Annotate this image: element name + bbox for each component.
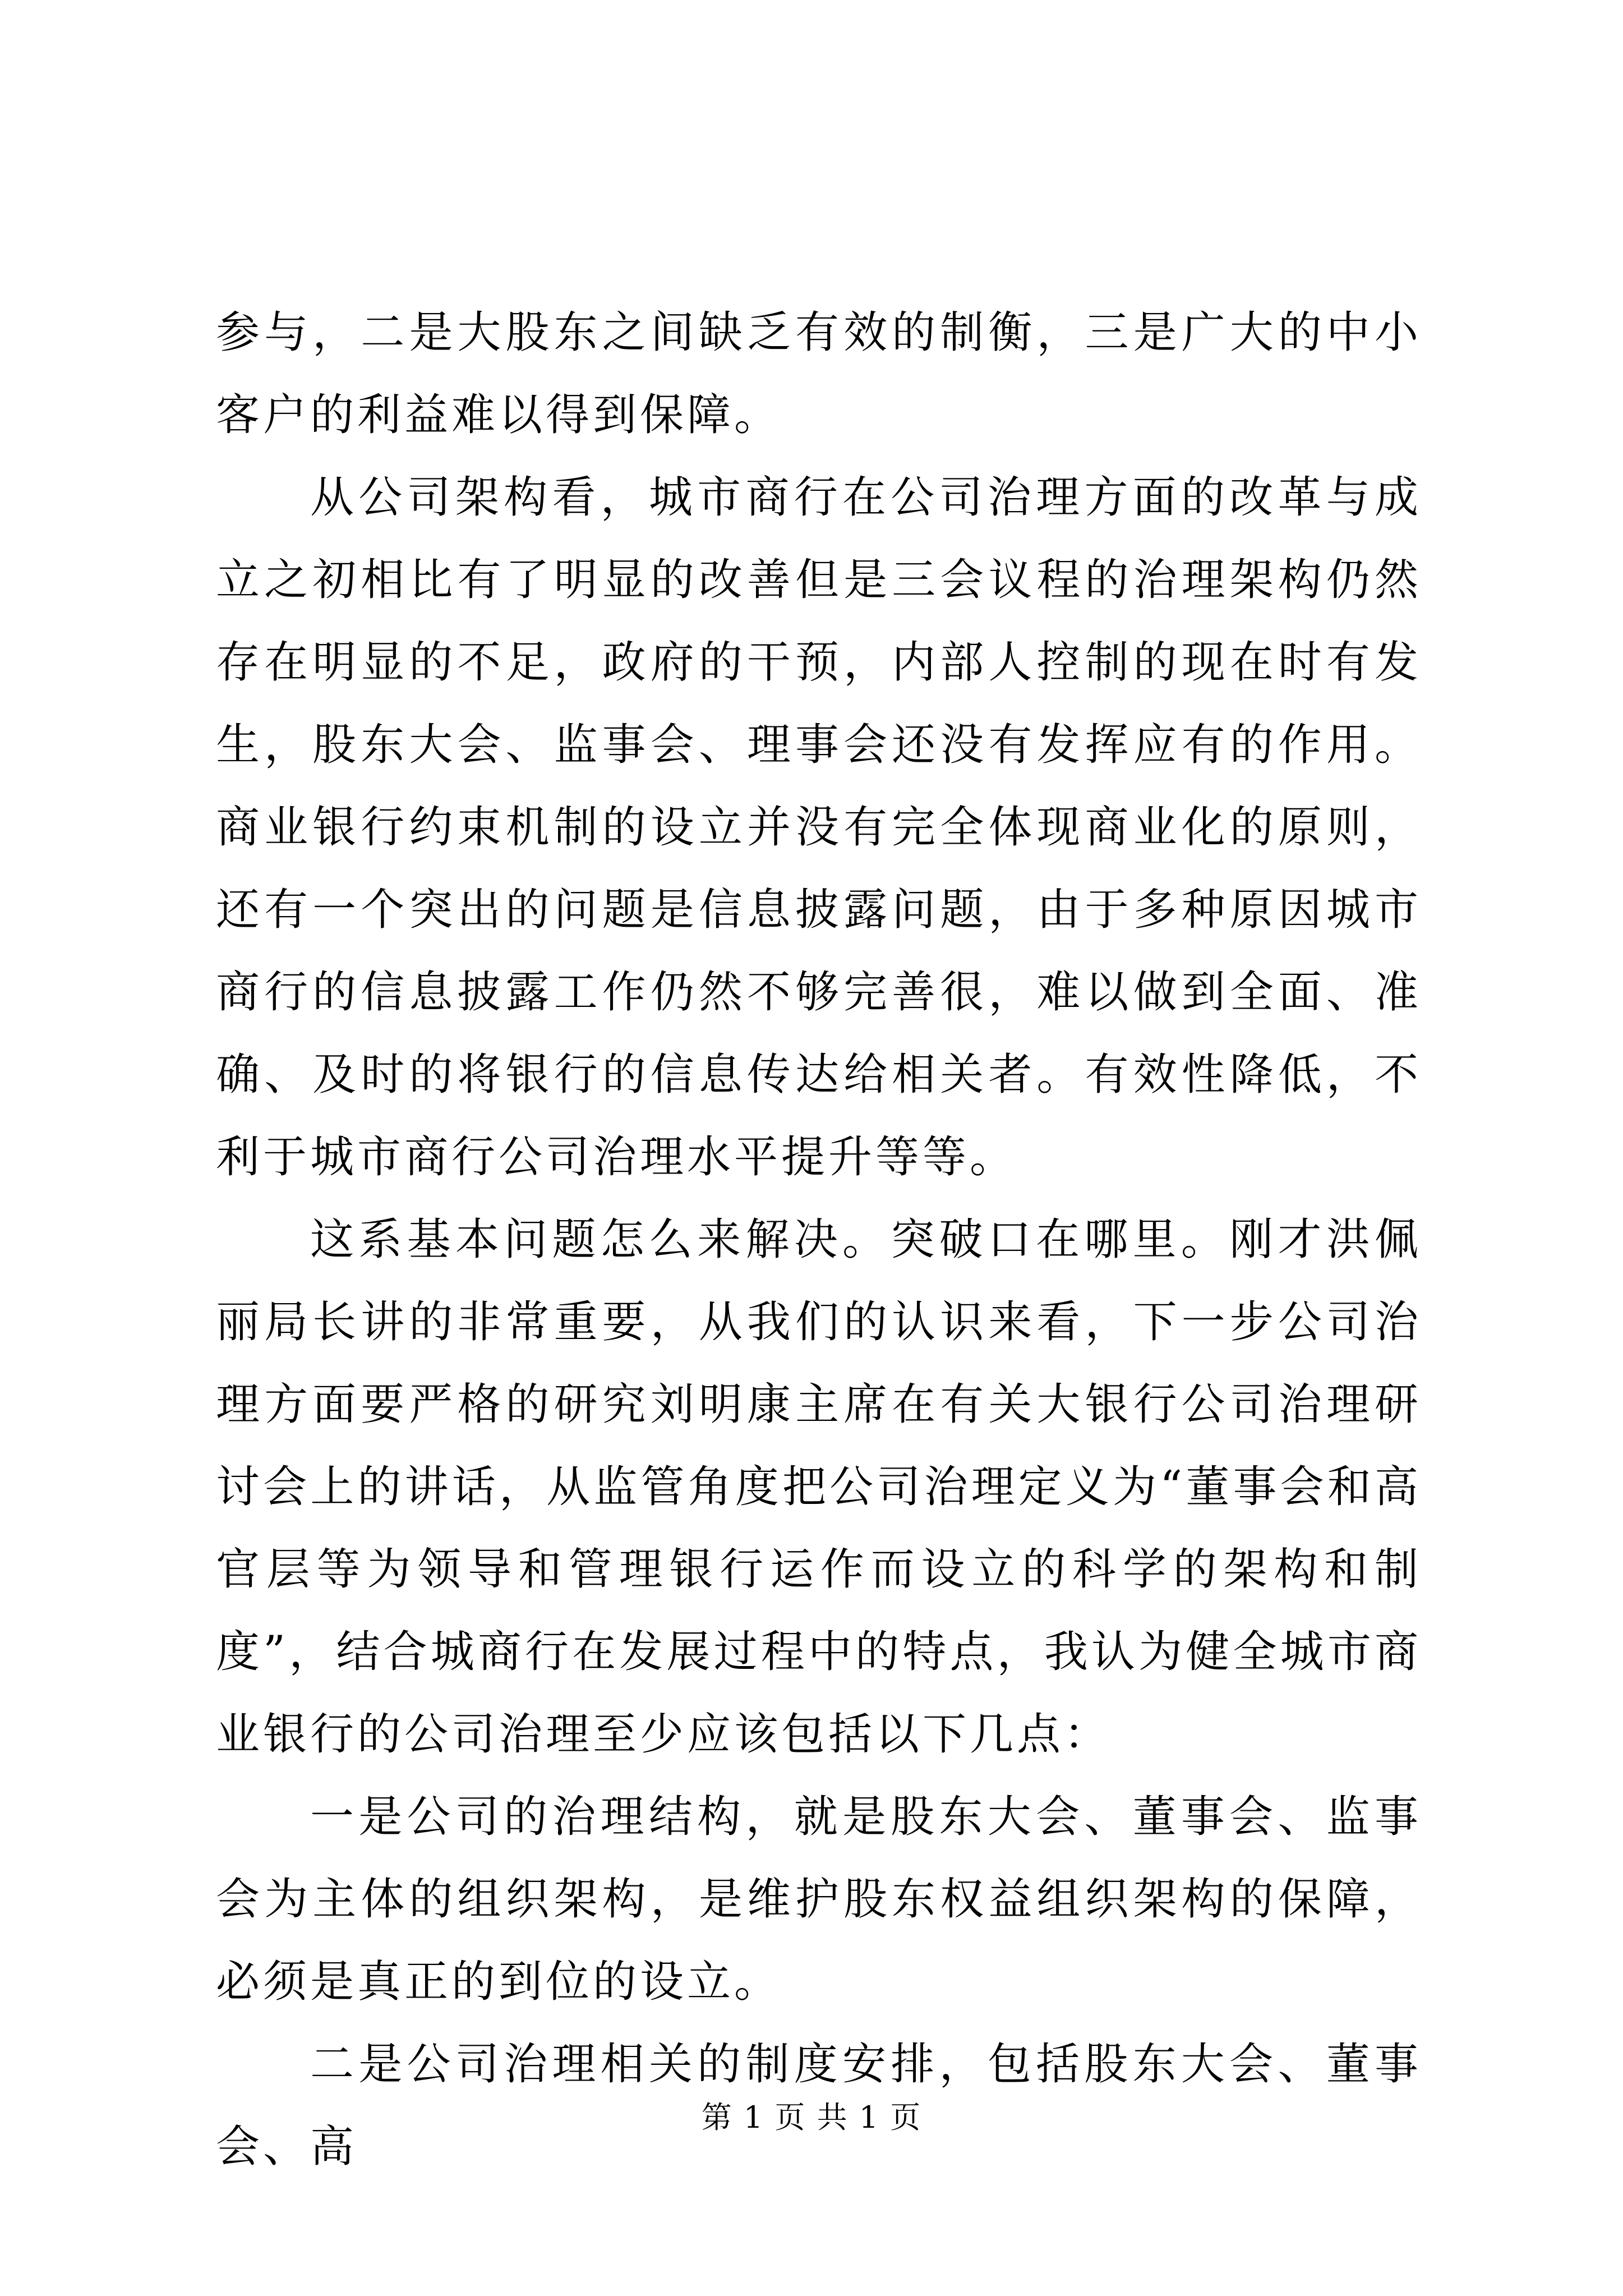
paragraph-1: 参与，二是大股东之间缺乏有效的制衡，三是广大的中小客户的利益难以得到保障。 bbox=[216, 307, 1422, 440]
paragraph-2: 从公司架构看，城市商行在公司治理方面的改革与成立之初相比有了明显的改善但是三会议程的治理架构仍然存在明显的不足，政府的干预，内部人控制的现在时有发生，股东大会、监事会、理事会还没有发挥应有的作用。商业银行约束机制的设立并没有完全体现商业化的原则，还有一个突出的问题是信息披露问题，由于多种原因城市商行的信息披露工作仍然不够完善很，难以做到全面、准确、及时的将银行的信息传达给相关者。有效性降低，不利于城市商行公司治理水平提升等等。 bbox=[216, 472, 1422, 1182]
page-footer: 第 1 页 共 1 页 bbox=[701, 2100, 922, 2135]
paragraph-5: 二是公司治理相关的制度安排，包括股东大会、董事会、高 bbox=[216, 2039, 1422, 2172]
paragraph-4: 一是公司的治理结构，就是股东大会、董事会、监事会为主体的组织架构，是维护股东权益组织架构的保障，必须是真正的到位的设立。 bbox=[216, 1792, 1422, 2007]
document-body bbox=[216, 292, 1422, 2188]
paragraph-3: 这系基本问题怎么来解决。突破口在哪里。刚才洪佩丽局长讲的非常重要，从我们的认识来看，下一步公司治理方面要严格的研究刘明康主席在有关大银行公司治理研讨会上的讲话，从监管角度把公司治理定义为“董事会和高官层等为领导和管理银行运作而设立的科学的架构和制度”，结合城商行在发展过程中的特点，我认为健全城市商业银行的公司治理至少应该包括以下几点： bbox=[216, 1214, 1422, 1760]
